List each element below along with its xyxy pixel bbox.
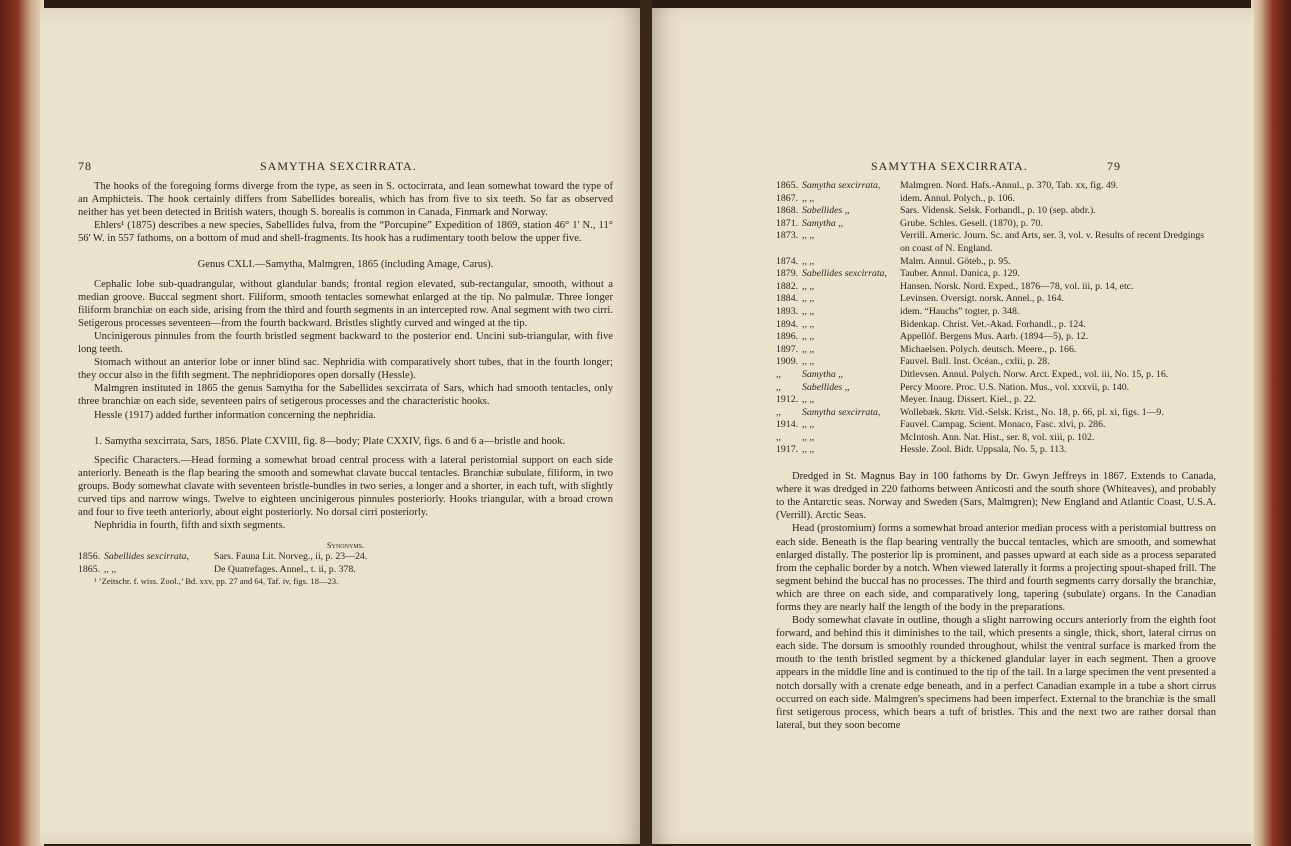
left-running-head: SAMYTHA SEXCIRRATA. [260,159,417,173]
paragraph: Cephalic lobe sub-quadrangular, without glandular bands; frontal region elevated, sub-rectangular, smooth, without a median groove. Buccal segment short. Filiform, smooth tentacles somewhat enlarged at the tip. No palmulæ. Three longer filiform branchiæ on each side, arising from the third and fourth segments in an intercepted row. Anal segment with two cirri. Setigerous processes seventeen—from the fourth backward. Bristles slightly curved and winged at the tip. [78,278,613,329]
book-gutter [640,0,652,846]
synonym-row: 1865. Samytha sexcirrata, Malmgren. Nord. Hafs.-Annul., p. 370, Tab. xx, fig. 49. [776,180,1119,191]
paragraph: Hessle (1917) added further information concerning the nephridia. [94,409,376,421]
synonym-row: 1894. ,, ,, Bidenkap. Christ. Vet.-Akad. Forhandl., p. 124. [776,318,1086,330]
paragraph: Ehlers¹ (1875) describes a new species, Sabellides fulva, from the “Porcupine” Expedition of 1869, station 46° 1' N., 11° 56' W. in 557 fathoms, on a bottom of mud and shell-fragments. Its hook has a rudimentary tooth below the upper five. [78,220,613,245]
synonym-row: 1867. ,, ,, idem. Annul. Polych., p. 106. [776,192,1015,204]
footnote: ¹ ‘Zeitschr. f. wiss. Zool.,’ Bd. xxv, pp. 27 and 64, Taf. iv, figs. 18—23. [94,576,339,587]
synonym-row: 1868. Sabellides ,, Sars. Vidensk. Selsk. Forhandl., p. 10 (sep. abdr.). [776,205,1096,217]
synonym-row: 1897. ,, ,, Michaelsen. Polych. deutsch. Meere., p. 166. [776,343,1077,355]
synonym-row: 1865. ,, ,, De Quatrefages. Annel., t. ii, p. 378. [78,563,356,575]
synonym-row: 1879. Sabellides sexcirrata, Tauber. Annul. Danica, p. 129. [776,268,1020,280]
synonym-row: 1871. Samytha ,, Grube. Schles. Gesell. (1870), p. 70. [776,217,1043,229]
synonym-row: 1856. Sabellides sexcirrata, Sars. Fauna Lit. Norveg., ii, p. 23—24. [78,551,368,563]
specific-characters: Specific Characters.—Head forming a somewhat broad central process with a lateral peristomial support on each side anteriorly. Beneath is the flap bearing the smooth and somewhat clavate buccal tentacles. Branchiæ subulate, filiform, in two groups. Body somewhat clavate with seventeen bristle-bundles in two series, a longer and a shorter, in each tuft, with slightly curved tips and narrow wings. Twelve to eighteen uncinigerous pinnules posteriorly. Hooks triangular, with a broad crown and four to five teeth anteriorly, about eight posteriorly. No dorsal cirri posteriorly. [78,454,613,519]
nephridia-note: Nephridia in fourth, fifth and sixth segments. [94,520,286,532]
synonym-row: 1914. ,, ,, Fauvel. Campag. Scient. Monaco, Fasc. xlvi, p. 286. [776,419,1106,431]
right-page [646,8,1254,844]
book-binding-right [1251,0,1291,846]
synonym-row: 1896. ,, ,, Appellöf. Bergens Mus. Aarb. (1894—5), p. 12. [776,331,1089,343]
book-binding-left [0,0,44,846]
right-running-head: SAMYTHA SEXCIRRATA. [871,159,1028,173]
left-page-number: 78 [78,159,92,173]
synonym-row: ,, ,, ,, McIntosh. Ann. Nat. Hist., ser. 8, vol. xiii, p. 102. [776,431,1095,443]
synonym-row: ,, Samytha ,, Ditlevsen. Annul. Polych. Norw. Arct. Exped., vol. iii, No. 15, p. 16. [776,368,1169,380]
right-page-number: 79 [1107,159,1121,173]
synonym-row: 1882. ,, ,, Hansen. Norsk. Nord. Exped., 1876—78, vol. iii, p. 14, etc. [776,280,1134,292]
genus-heading: Genus CXLI.—Samytha, Malmgren, 1865 (including Amage, Carus). [197,259,494,271]
synonym-row: 1873. ,, ,, Verrill. Americ. Journ. Sc. and Arts, ser. 3, vol. v. Results of recent Dredgings on coast of N. England. [776,230,1205,254]
synonym-row: ,, Samytha sexcirrata, Wollebæk. Skrtr. Vid.-Selsk. Krist., No. 18, p. 66, pl. xi, figs. 1—9. [776,406,1164,418]
synonym-list [776,180,1216,457]
paragraph: Uncinigerous pinnules from the fourth bristled segment backward to the posterior end. Uncini sub-triangular, with five long teeth. [78,330,613,356]
paragraph: Malmgren instituted in 1865 the genus Samytha for the Sabellides sexcirrata of Sars, which had smooth tentacles, only three branchiæ on each side, seventeen pairs of setigerous processes and the characteristic hooks. [78,383,613,408]
synonym-row: 1909. ,, ,, Fauvel. Bull. Inst. Océan., cxlii, p. 28. [776,356,1050,368]
paragraph: Head (prostomium) forms a somewhat broad anterior median process with a peristomial buttress on each side. Beneath is the flap bearing ventrally the buccal tentacles, which are smooth, and somewhat enlarged distally. The posterior lip is prominent, and passes upward at each side as a process separated from the cephalic border by a notch. When viewed laterally it forms a projecting spout-shaped frill. The segment behind the buccal has no processes. The third and fourth segments carry dorsally the branchiæ, which are three on each side, and comparatively long, tapering (subulate) organs. In the Canadian forms they are nearly half the length of the body in the preparations. [776,523,1216,613]
synonym-row: 1917. ,, ,, Hessle. Zool. Bidr. Uppsala, No. 5, p. 113. [776,444,1067,456]
paragraph: Stomach without an anterior lobe or inner blind sac. Nephridia with comparatively short tubes, that in the fourth longer; they occur also in the fifth segment. The nephridiopores open dorsally (Hessle). [78,357,613,382]
right-page-body [776,180,1216,732]
synonym-row: ,, Sabellides ,, Percy Moore. Proc. U.S. Nation. Mus., vol. xxxvii, p. 140. [776,381,1130,393]
synonym-row: 1884. ,, ,, Levinsen. Oversigt. norsk. Annel., p. 164. [776,293,1064,305]
left-page-body [78,180,613,587]
synonym-row: 1893. ,, ,, idem. “Hauchs” togter, p. 348. [776,305,1020,317]
species-heading: 1. Samytha sexcirrata, Sars, 1856. Plate CXVIII, fig. 8—body; Plate CXXIV, figs. 6 and 6 a—bristle and hook. [94,435,566,447]
paragraph: Body somewhat clavate in outline, though a slight narrowing occurs anteriorly from the eighth foot forward, and behind this it diminishes to the tail, which presents a single, thick, short, lateral cirrus on each side. The dorsum is smoothly rounded throughout, whilst the ventral surface is marked from the mouth to the tenth bristled segment by a thickened glandular layer in each segment. Then a groove appears in the middle line and is continued to the tip of the tail. In a large specimen the vent presented a notch dorsally with a crenate edge beneath, and in a perfect Canadian example in a tube a short cirrus occurred on each side. Malmgren's specimens had been imperfect. External to the branchiæ is the small first setigerous process, which bears a tuft of bristles. This and the next two are rather dorsal than lateral, but they soon become [776,615,1216,731]
synonym-row: 1874. ,, ,, Malm. Annul. Göteb., p. 95. [776,255,1011,267]
synonyms-heading: Synonyms. [326,540,365,551]
paragraph: Dredged in St. Magnus Bay in 100 fathoms by Dr. Gwyn Jeffreys in 1867. Extends to Canada, where it was dredged in 220 fathoms between Anticosti and the south shore (Whiteaves), and probably to the Antarctic seas. Norway and Sweden (Sars, Malmgren); New England and Atlantic Coast, U.S.A. (Verrill). Arctic Seas. [776,471,1216,522]
left-page [40,8,646,844]
paragraph: The hooks of the foregoing forms diverge from the type, as seen in S. octocirrata, and lean somewhat toward the type of an Amphicteis. The hook certainly differs from Sabellides borealis, which has from five to six teeth. So far as observed neither has yet been detected in British waters, though S. borealis is common in Canada, Finmark and Norway. [78,181,613,219]
synonym-row: 1912. ,, ,, Meyer. Inaug. Dissert. Kiel., p. 22. [776,394,1037,406]
